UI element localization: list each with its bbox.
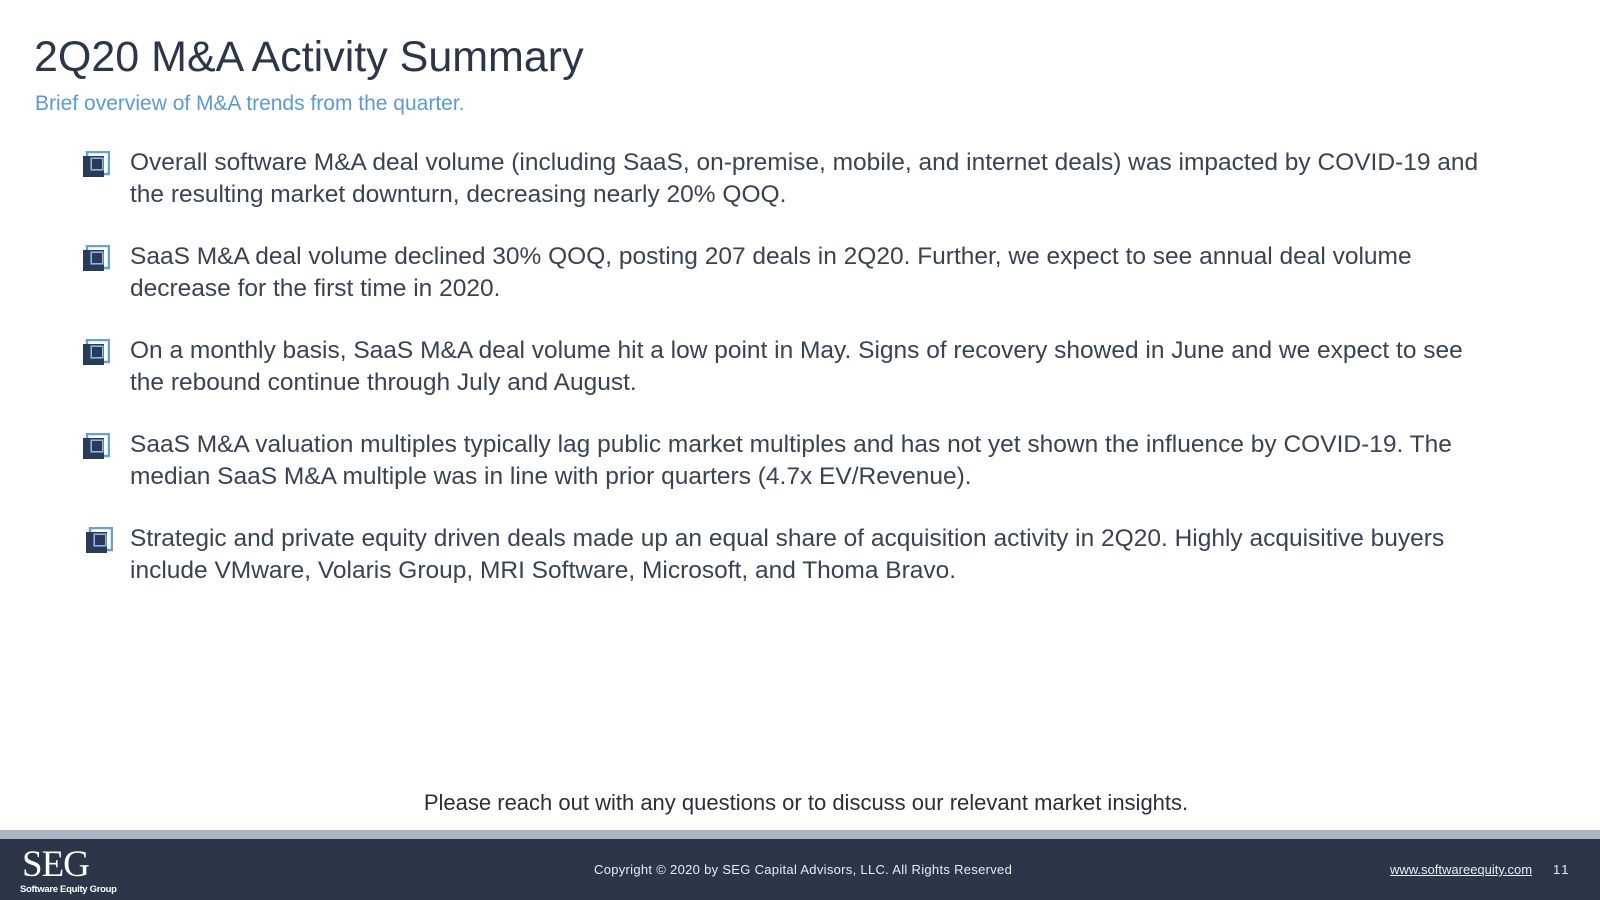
- page-number: 11: [1553, 862, 1571, 877]
- page-subtitle: Brief overview of M&A trends from the quarter.: [35, 92, 465, 115]
- logo-tagline: Software Equity Group: [20, 884, 117, 895]
- square-bullet-icon: [85, 527, 113, 555]
- square-bullet-icon: [82, 151, 110, 179]
- bullet-text: Strategic and private equity driven deals made up an equal share of acquisition activity in 2Q20. Highly acquisitive buyers include VMware, Volaris Group, MRI Software, Microsoft, and Thoma Bravo.: [130, 525, 1445, 584]
- bullet-text: Overall software M&A deal volume (including SaaS, on-premise, mobile, and internet deals) was impacted by COVID-19 and the resulting market downturn, decreasing nearly 20% QOQ.: [130, 149, 1479, 208]
- bullet-text: SaaS M&A valuation multiples typically lag public market multiples and has not yet shown the influence by COVID-19. The median SaaS M&A multiple was in line with prior quarters (4.7x EV/Revenue).: [130, 431, 1452, 490]
- footer-bar: [0, 839, 1600, 900]
- seg-logo: [20, 843, 117, 898]
- page-title: 2Q20 M&A Activity Summary: [34, 33, 584, 81]
- square-bullet-icon: [82, 433, 110, 461]
- bullet-text: On a monthly basis, SaaS M&A deal volume hit a low point in May. Signs of recovery showed in June and we expect to see the rebound continue through July and August.: [130, 337, 1463, 396]
- website-link[interactable]: www.softwareequity.com: [1390, 862, 1533, 877]
- reach-out-message: Please reach out with any questions or to discuss our relevant market insights.: [423, 790, 1189, 815]
- footer-divider: [0, 830, 1600, 839]
- square-bullet-icon: [82, 339, 110, 367]
- logo-wordmark: SEG: [22, 844, 89, 885]
- copyright-notice: Copyright © 2020 by SEG Capital Advisors, LLC. All Rights Reserved: [594, 862, 1013, 877]
- square-bullet-icon: [82, 245, 110, 273]
- bullet-text: SaaS M&A deal volume declined 30% QOQ, posting 207 deals in 2Q20. Further, we expect to see annual deal volume decrease for the first time in 2020.: [130, 243, 1412, 302]
